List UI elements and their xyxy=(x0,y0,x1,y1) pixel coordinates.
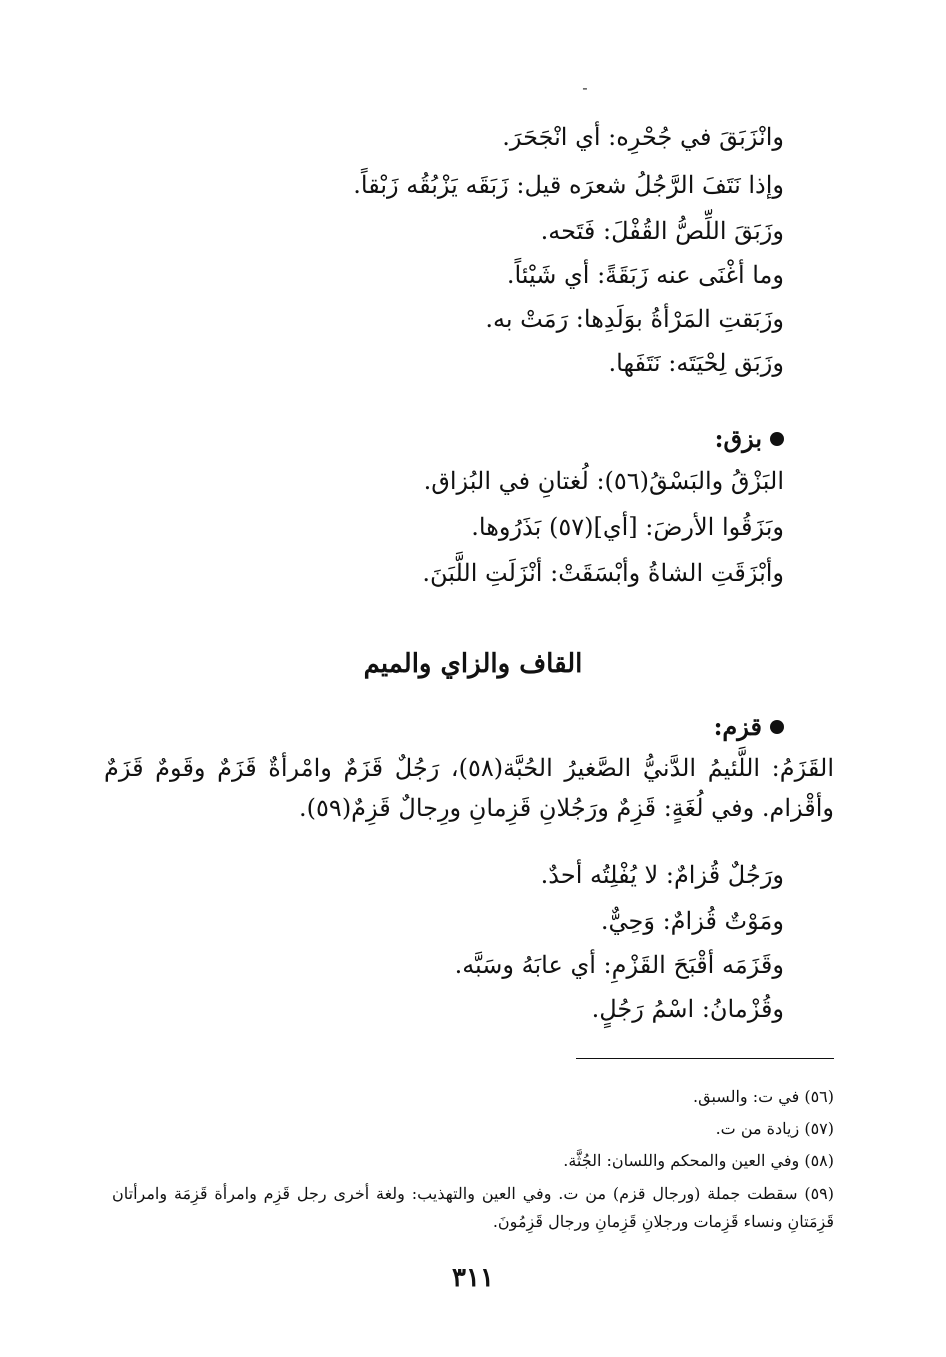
entry-heading xyxy=(714,712,784,742)
entry-line: وزَبَقَ اللِّصُّ القُفْلَ: فَتَحه. xyxy=(540,217,784,245)
section-title: القاف والزاي والميم xyxy=(363,649,583,679)
entry-line: وما أغْنَى عنه زَبَقَةً: أي شَيْئاً. xyxy=(506,261,784,289)
entry-line: وزَبَقتِ المَرْأةُ بوَلَدِها: رَمَتْ به. xyxy=(485,305,784,333)
page-number: ٣١١ xyxy=(452,1263,494,1293)
entry-line: وقَزَمَه أقْبَحَ القَزْمِ: أي عابَهُ وسَبَّه. xyxy=(454,951,784,979)
entry-heading-label: قزم: xyxy=(713,712,762,741)
entry-line: وبَزَقُوا الأرضَ: [أي](٥٧) بَذَرُوها. xyxy=(471,513,784,541)
entry-line: ورَجُلٌ قُزامٌ: لا يُفْلِتُه أحدٌ. xyxy=(540,861,784,889)
footnote: (٥٩) سقطت جملة (ورجال قزم) من ت. وفي العين والتهذيب: ولغة أخرى رجل قَزِم وامرأة قَزِمَة وامرأتان قَزِمَتانِ ونساء قَزِمات ورجلانِ قَزِمانِ ورجال قَزِمُونَ. xyxy=(112,1184,834,1231)
entry-paragraph: القَزَمُ: اللَّئيمُ الدَّنيُّ الصَّغيرُ الحُبَّة(٥٨)، رَجُلٌ قَزَمٌ وامْرأةٌ قَزَمٌ وقَومٌ قَزَمٌ وأقْزام. وفي لُغَةٍ: قَزِمٌ ورَجُلانِ قَزِمانِ ورِجالٌ قَزِمٌ(٥٩). xyxy=(104,754,834,822)
entry-line: وانْزَبَقَ في جُحْرِه: أي انْجَحَرَ. xyxy=(502,123,784,151)
top-mark: - xyxy=(582,78,588,97)
entry-line: وإذا نَتَفَ الرَّجُلُ شعرَه قيل: زَبَقَه يَزْبُقُه زَبْقاً. xyxy=(353,171,784,199)
bullet-icon xyxy=(770,432,784,446)
entry-line: ومَوْتٌ قُزامٌ: وَحِيٌّ. xyxy=(600,907,784,935)
entry-line: وأبْزَقَتِ الشاةُ وأبْسَقَتْ: أنْزَلَتِ اللَّبَنَ. xyxy=(422,559,784,587)
footnote: (٥٧) زيادة من ت. xyxy=(715,1119,834,1138)
bullet-icon xyxy=(770,720,784,734)
footnote: (٥٨) وفي العين والمحكم واللسان: الجُثَّة. xyxy=(563,1151,834,1170)
entry-heading-label: بزق: xyxy=(714,424,762,453)
footnote-divider xyxy=(576,1058,834,1059)
entry-line: وزَبَق لِحْيَتَه: نَتَفَها. xyxy=(608,349,784,377)
entry-heading xyxy=(715,424,784,454)
entry-line: وقُزْمانُ: اسْمُ رَجُلٍ. xyxy=(591,995,784,1023)
footnote: (٥٦) في ت: والسبق. xyxy=(693,1087,834,1106)
entry-line: البَزْقُ والبَسْقُ(٥٦): لُغتانِ في البُزاق. xyxy=(423,467,784,495)
